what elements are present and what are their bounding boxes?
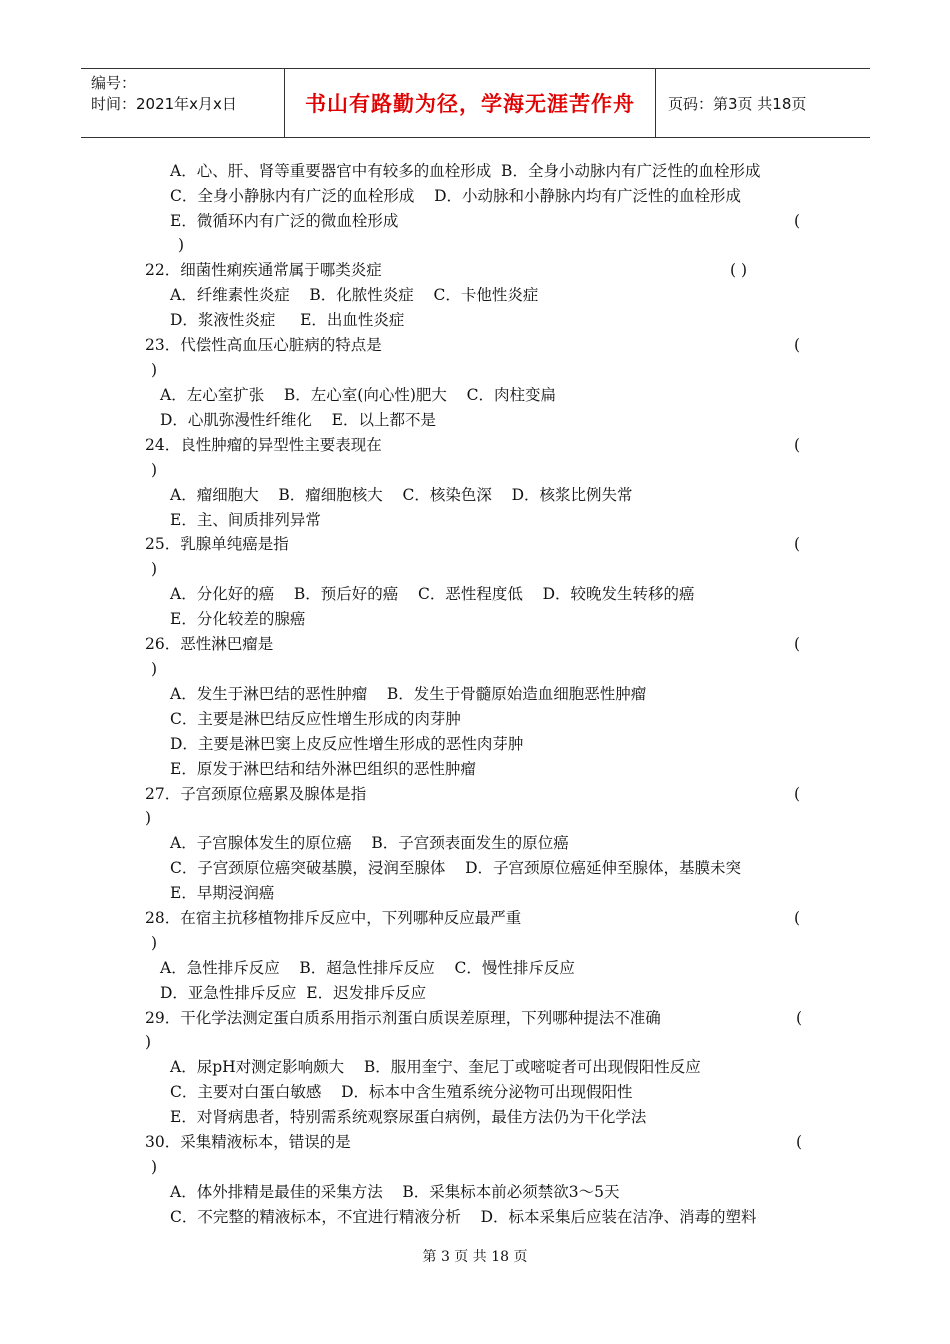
text-line: ) [151,361,158,379]
answer-paren: ( [794,336,801,354]
text-line: A．左心室扩张 B．左心室(向心性)肥大 C．肉柱变扁 [160,386,556,404]
answer-paren: ( [794,212,801,230]
question-line: 27．子宫颈原位癌累及腺体是指 [145,785,367,803]
question-line: 26．恶性淋巴瘤是 [145,635,274,653]
header-motto-cell [284,69,656,137]
question-line: 30．采集精液标本，错误的是 [145,1133,351,1151]
text-line: A．尿pH对测定影响颇大 B．服用奎宁、奎尼丁或嘧啶者可出现假阳性反应 [170,1058,701,1076]
motto: 书山有路勤为径，学海无涯苦作舟 [305,92,635,116]
text-line: C．子宫颈原位癌突破基膜，浸润至腺体 D．子宫颈原位癌延伸至腺体，基膜未突 [170,859,741,877]
text-line: A．发生于淋巴结的恶性肿瘤 B．发生于骨髓原始造血细胞恶性肿瘤 [170,685,647,703]
text-line: A．分化好的癌 B．预后好的癌 C．恶性程度低 D．较晚发生转移的癌 [170,585,695,603]
text-line: E．分化较差的腺癌 [170,610,306,628]
text-line: C．主要是淋巴结反应性增生形成的肉芽肿 [170,710,461,728]
text-line: ) [151,660,158,678]
text-line: A．纤维素性炎症 B．化脓性炎症 C．卡他性炎症 [170,286,539,304]
question-line: 25．乳腺单纯癌是指 [145,535,289,553]
answer-paren: ( [796,1133,803,1151]
text-line: ) [151,1158,158,1176]
text-line: E．对肾病患者，特别需系统观察尿蛋白病例，最佳方法仍为干化学法 [170,1108,647,1126]
question-line: 28．在宿主抗移植物排斥反应中，下列哪种反应最严重 [145,909,522,927]
page-footer: 第 3 页 共 18 页 [422,1249,528,1265]
text-line: E．早期浸润癌 [170,884,275,902]
text-line: ) [151,934,158,952]
number-label: 编号： [91,74,137,92]
text-line: C．全身小静脉内有广泛的血栓形成 D．小动脉和小静脉内均有广泛性的血栓形成 [170,187,741,205]
answer-paren: ( [796,1009,803,1027]
text-line: D．浆液性炎症 E．出血性炎症 [170,311,405,329]
text-line: A．瘤细胞大 B．瘤细胞核大 C．核染色深 D．核浆比例失常 [170,486,633,504]
answer-paren: ( [794,436,801,454]
text-line: ) [151,560,158,578]
text-line: ) [178,236,185,254]
question-line: 24．良性肿瘤的异型性主要表现在 [145,436,382,454]
text-line: A．急性排斥反应 B．超急性排斥反应 C．慢性排斥反应 [160,959,575,977]
text-line: D．主要是淋巴窦上皮反应性增生形成的恶性肉芽肿 [170,735,524,753]
text-line: A．子宫腺体发生的原位癌 B．子宫颈表面发生的原位癌 [170,834,569,852]
text-line: E．原发于淋巴结和结外淋巴组织的恶性肿瘤 [170,760,476,778]
header-left [81,69,284,137]
answer-paren: ( [794,785,801,803]
text-line: C．主要对白蛋白敏感 D．标本中含生殖系统分泌物可出现假阳性 [170,1083,633,1101]
text-line: D．心肌弥漫性纤维化 E．以上都不是 [160,411,436,429]
header-right [656,69,870,137]
text-line: C．不完整的精液标本，不宜进行精液分析 D．标本采集后应装在洁净、消毒的塑料 [170,1208,757,1226]
text-line: A．心、肝、肾等重要器官中有较多的血栓形成 B．全身小动脉内有广泛性的血栓形成 [170,162,761,180]
text-line: D．亚急性排斥反应 E．迟发排斥反应 [160,984,427,1002]
answer-paren: ( [794,635,801,653]
text-line: E．微循环内有广泛的微血栓形成 [170,212,399,230]
text-line: A．体外排精是最佳的采集方法 B．采集标本前必须禁欲3～5天 [170,1183,620,1201]
question-line: 23．代偿性高血压心脏病的特点是 [145,336,382,354]
answer-paren: ( [794,535,801,553]
page-info: 页码：第3页 共18页 [668,94,807,113]
page-header [81,68,870,138]
text-line: ) [151,461,158,479]
answer-paren: ( [794,909,801,927]
question-line: 22．细菌性痢疾通常属于哪类炎症 [145,261,382,279]
question-line: 29．干化学法测定蛋白质系用指示剂蛋白质误差原理，下列哪种提法不准确 [145,1009,661,1027]
text-line: ) [145,1033,152,1051]
answer-paren: ( ) [730,261,748,279]
text-line: E．主、间质排列异常 [170,511,321,529]
date-line: 时间：2021年x月x日 [91,95,237,113]
text-line: ) [145,809,152,827]
